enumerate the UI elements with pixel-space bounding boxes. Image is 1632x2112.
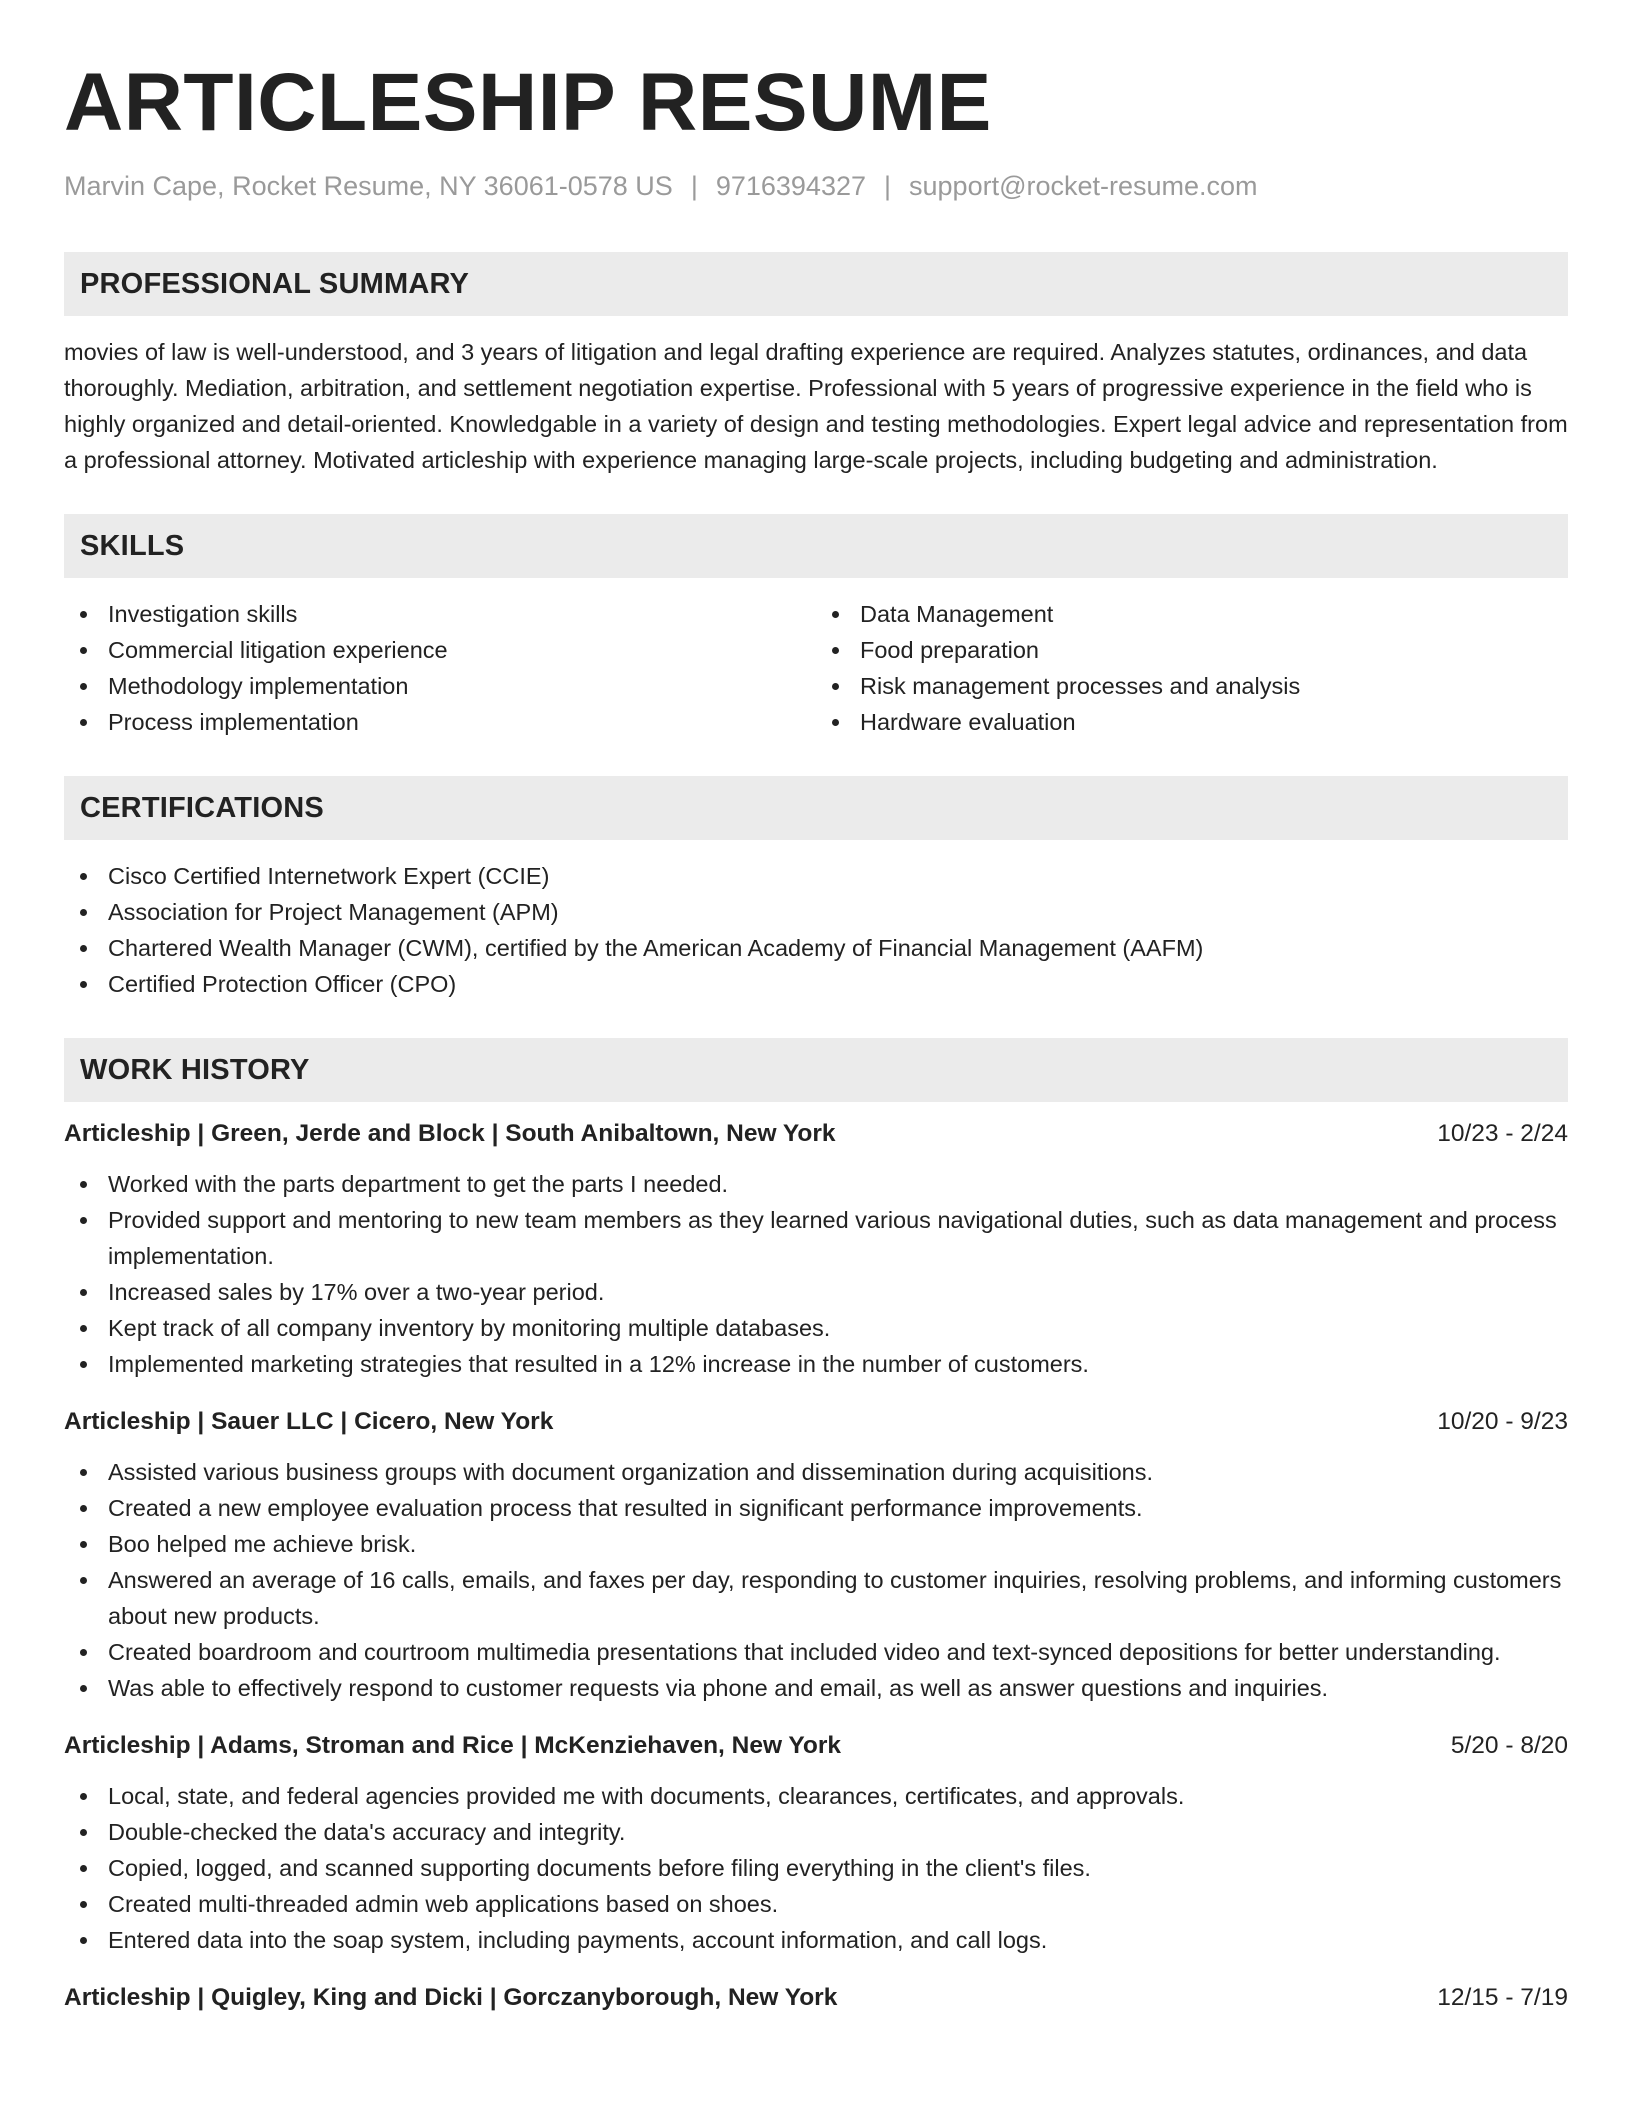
skill-item: Commercial litigation experience — [108, 632, 816, 668]
job-bullet: Increased sales by 17% over a two-year period. — [108, 1274, 1568, 1310]
job-header — [64, 1728, 1568, 1764]
job-bullet: Entered data into the soap system, including payments, account information, and call logs. — [108, 1922, 1568, 1958]
skills-list-left — [64, 596, 816, 740]
job-title: Articleship | Quigley, King and Dicki | Gorczanyborough, New York — [64, 1984, 838, 2012]
job-bullet: Created multi-threaded admin web applications based on shoes. — [108, 1886, 1568, 1922]
job-title: Articleship | Adams, Stroman and Rice | McKenziehaven, New York — [64, 1732, 842, 1760]
job-bullet: Was able to effectively respond to customer requests via phone and email, as well as answer questions and inquiries. — [108, 1670, 1568, 1706]
job-bullet: Provided support and mentoring to new team members as they learned various navigational duties, such as data management and process implementation. — [108, 1202, 1568, 1274]
job-bullet: Answered an average of 16 calls, emails, and faxes per day, responding to customer inquiries, resolving problems, and informing customers about new products. — [108, 1562, 1568, 1634]
job-entry — [64, 1404, 1568, 1706]
summary-text: movies of law is well-understood, and 3 years of litigation and legal drafting experience are required. Analyzes statutes, ordinances, and data thoroughly. Mediation, arbitration, and settlement negotiation expertise. Professional with 5 years of progressive experience in the field who is highly organized and detail-oriented. Knowledgable in a variety of design and testing methodologies. Expert legal advice and representation from a professional attorney. Motivated articleship with experience managing large-scale projects, including budgeting and administration. — [64, 339, 1568, 474]
contact-email: support@rocket-resume.com — [909, 171, 1258, 201]
contact-phone: 9716394327 — [715, 171, 866, 201]
job-entry — [64, 1980, 1568, 2016]
job-bullet: Created boardroom and courtroom multimedia presentations that included video and text-synced depositions for better understanding. — [108, 1634, 1568, 1670]
contact-separator: | — [884, 171, 892, 201]
page-title: ARTICLESHIP RESUME — [64, 57, 992, 148]
job-dates: 10/20 - 9/23 — [1437, 1408, 1568, 1436]
job-header — [64, 1404, 1568, 1440]
certification-item: Association for Project Management (APM) — [108, 894, 1568, 930]
section-heading-certifications: CERTIFICATIONS — [64, 776, 1568, 840]
skills-list-right — [816, 596, 1568, 740]
job-entry — [64, 1728, 1568, 1958]
skill-item: Process implementation — [108, 704, 816, 740]
job-entry — [64, 1116, 1568, 1382]
job-bullet: Local, state, and federal agencies provided me with documents, clearances, certificates, and approvals. — [108, 1778, 1568, 1814]
job-bullet: Worked with the parts department to get the parts I needed. — [108, 1166, 1568, 1202]
job-title: Articleship | Green, Jerde and Block | South Anibaltown, New York — [64, 1120, 836, 1148]
skills-grid — [64, 578, 1568, 740]
job-bullet: Copied, logged, and scanned supporting documents before filing everything in the client's files. — [108, 1850, 1568, 1886]
job-bullet: Double-checked the data's accuracy and integrity. — [108, 1814, 1568, 1850]
contact-separator: | — [690, 171, 698, 201]
job-dates: 10/23 - 2/24 — [1437, 1120, 1568, 1148]
job-dates: 5/20 - 8/20 — [1450, 1732, 1568, 1760]
job-title: Articleship | Sauer LLC | Cicero, New York — [64, 1408, 554, 1436]
certification-item: Chartered Wealth Manager (CWM), certified by the American Academy of Financial Management (AAFM) — [108, 930, 1568, 966]
job-bullet: Boo helped me achieve brisk. — [108, 1526, 1568, 1562]
job-dates: 12/15 - 7/19 — [1437, 1984, 1568, 2012]
job-bullet: Assisted various business groups with document organization and dissemination during acquisitions. — [108, 1454, 1568, 1490]
job-bullet: Kept track of all company inventory by monitoring multiple databases. — [108, 1310, 1568, 1346]
certification-item: Certified Protection Officer (CPO) — [108, 966, 1568, 1002]
contact-line — [64, 170, 1568, 202]
skill-item: Risk management processes and analysis — [860, 668, 1568, 704]
job-bullet: Implemented marketing strategies that resulted in a 12% increase in the number of customers. — [108, 1346, 1568, 1382]
job-bullets — [64, 1778, 1568, 1958]
skill-item: Hardware evaluation — [860, 704, 1568, 740]
job-header — [64, 1980, 1568, 2016]
job-bullets — [64, 1454, 1568, 1706]
section-heading-summary: PROFESSIONAL SUMMARY — [64, 252, 1568, 316]
skill-item: Methodology implementation — [108, 668, 816, 704]
skill-item: Food preparation — [860, 632, 1568, 668]
contact-address: Marvin Cape, Rocket Resume, NY 36061-0578 US — [64, 171, 673, 201]
certifications-list — [64, 858, 1568, 1002]
section-heading-work-history: WORK HISTORY — [64, 1038, 1568, 1102]
certification-item: Cisco Certified Internetwork Expert (CCIE) — [108, 858, 1568, 894]
section-heading-skills: SKILLS — [64, 514, 1568, 578]
job-bullet: Created a new employee evaluation process that resulted in significant performance improvements. — [108, 1490, 1568, 1526]
job-bullets — [64, 1166, 1568, 1382]
job-header — [64, 1116, 1568, 1152]
skill-item: Data Management — [860, 596, 1568, 632]
skill-item: Investigation skills — [108, 596, 816, 632]
